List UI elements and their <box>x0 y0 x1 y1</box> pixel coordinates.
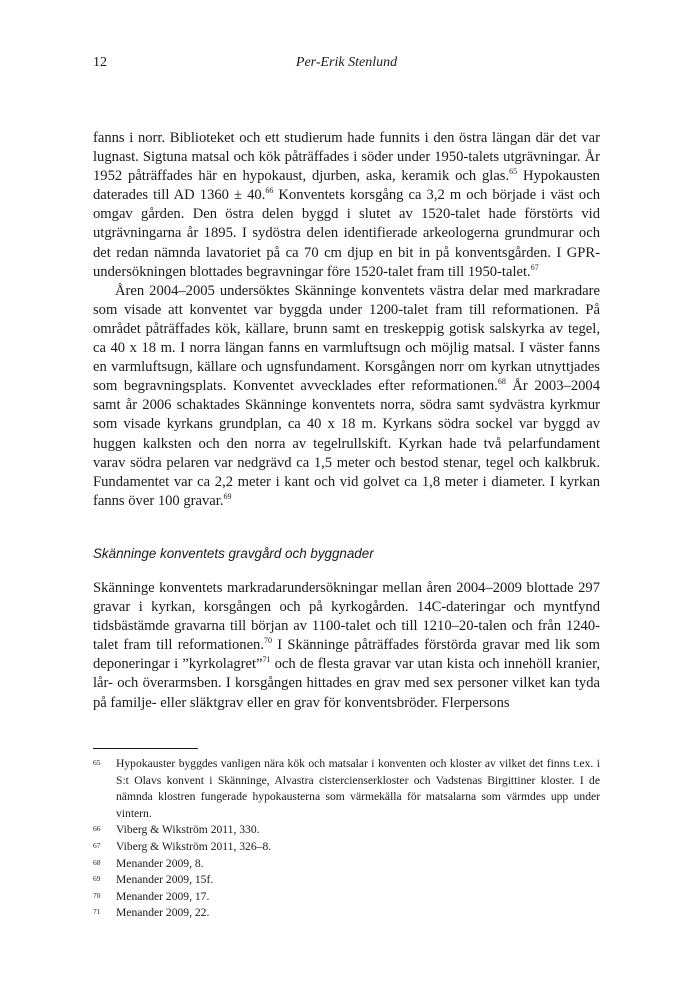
footnote-ref[interactable]: 67 <box>530 262 539 272</box>
page-header <box>93 55 600 75</box>
footnote <box>93 839 600 856</box>
footnote-number: 69 <box>93 874 101 884</box>
footnote-ref[interactable]: 65 <box>509 167 518 177</box>
text-run: Konventets korsgång ca 3,2 m och började i väst och omgav gården. Den östra delen byggd i slutet av 1520-talet hade förstörts vid utgrävningarna år 1895. I sydöstra delen identifierade arkeologerna grundmurar och det redan nämnda lavatoriet på ca 70 cm djup en bit in på konventsgården. I GPR-undersökningen blottades begravningar före 1520-talet fram till 1950-talet. <box>93 187 600 280</box>
footnote-text: Menander 2009, 22. <box>116 906 210 920</box>
paragraph-1 <box>93 129 600 282</box>
text-run: och de flesta gravar var utan kista och innehöll kranier, lår- och överarmsben. I korsgången hittades en grav med sex personer vilket kan tyda på familje- eller släktgrav eller en grav för konventsbröder. Flerpersons <box>93 656 600 711</box>
paragraph-2 <box>93 282 600 511</box>
footnote-text: Menander 2009, 15f. <box>116 873 214 887</box>
footnote-text: Menander 2009, 17. <box>116 889 210 903</box>
footnote-ref[interactable]: 68 <box>497 377 506 387</box>
text-run: Hypokausten daterades till AD 1360 ± 40. <box>93 168 600 204</box>
text-run: År 2003–2004 samt år 2006 schaktades Skänninge konventets norra, södra samt sydvästra kyrkmur som visade kyrkans grundplan, ca 40 x 18 m. Kyrkans södra sockel var byggd av huggen kalksten och den norra av tegelrullskift. Kyrkan hade två pelarfundament varav södra pelaren var nedgrävd ca 1,5 meter och bestod stenar, tegel och kalkbruk. Fundamentet var ca 2,2 meter i kant och vid golvet ca 1,8 meter i diameter. I kyrkan fanns över 100 gravar. <box>93 378 601 509</box>
footnote <box>93 889 600 906</box>
footnote-number: 71 <box>93 907 101 917</box>
footnote <box>93 822 600 839</box>
footnote-ref[interactable]: 69 <box>223 491 232 501</box>
footnote-number: 68 <box>93 857 101 867</box>
footnote-text: Hypokauster byggdes vanligen nära kök och matsalar i konventen och kloster av vilket det finns t.ex. i S:t Olavs konvent i Skänninge, Alvastra cistercienserkloster och Vadstenas Birgittiner kloster. I de nämnda klostren fungerade hypokausterna som värmekälla för matsalarna som värmdes upp under vintern. <box>116 757 600 820</box>
section-heading: Skänninge konventets gravgård och byggnader <box>93 546 374 561</box>
footnote <box>93 756 600 822</box>
body-text-upper <box>93 129 600 511</box>
footnotes-list <box>93 756 600 922</box>
page-number: 12 <box>93 55 107 70</box>
footnote-ref[interactable]: 70 <box>264 636 273 646</box>
footnote <box>93 856 600 873</box>
footnote-divider <box>93 748 198 749</box>
footnote-ref[interactable]: 66 <box>265 186 274 196</box>
paragraph-3 <box>93 579 600 713</box>
footnote-number: 67 <box>93 840 101 850</box>
footnote-number: 65 <box>93 758 101 767</box>
footnote <box>93 872 600 889</box>
text-run: I Skänninge påträffades förstörda gravar med lik som deponeringar i ”kyrkolagret” <box>93 637 601 673</box>
text-run: Skänninge konventets markradarundersökningar mellan åren 2004–2009 blottade 297 gravar i kyrkan, korsgången och på kyrkogården. 14C-dateringar och myntfynd tidsbästämde gravarna till början av 1100-talet och till 1210–20-talen och från 1240-talet fram till reformationen. <box>93 580 600 654</box>
footnote-ref[interactable]: 71 <box>262 655 271 665</box>
running-head: Per-Erik Stenlund <box>295 55 398 70</box>
footnote <box>93 905 600 922</box>
text-run: fanns i norr. Biblioteket och ett studierum hade funnits i den östra längan där det var lugnast. Sigtuna matsal och kök påträffades i söder under 1950-talets utgrävningar. År 1952 påträffades här en hypokaust, djurben, aska, keramik och glas. <box>93 130 600 185</box>
footnote-number: 66 <box>93 824 101 834</box>
body-text-lower <box>93 579 600 713</box>
footnote-number: 70 <box>93 890 101 900</box>
footnote-text: Menander 2009, 8. <box>116 856 204 870</box>
text-run: Åren 2004–2005 undersöktes Skänninge konventets västra delar med markradare som visade att konventet var byggda under 1200-talet fram till reformationen. På området påträffades kök, källare, brunn samt en treskeppig gotisk salskyrka av tegel, ca 40 x 18 m. I norra längan fanns en varmluftsugn och möjlig matsal. I väster fanns en varmluftsugn, källare och ugnsfundament. Korsgången norr om kyrkan utnyttjades som begravningsplats. Konventet avvecklades efter reformationen. <box>93 282 600 395</box>
footnote-text: Viberg & Wikström 2011, 326–8. <box>116 839 272 853</box>
footnote-text: Viberg & Wikström 2011, 330. <box>116 823 260 837</box>
